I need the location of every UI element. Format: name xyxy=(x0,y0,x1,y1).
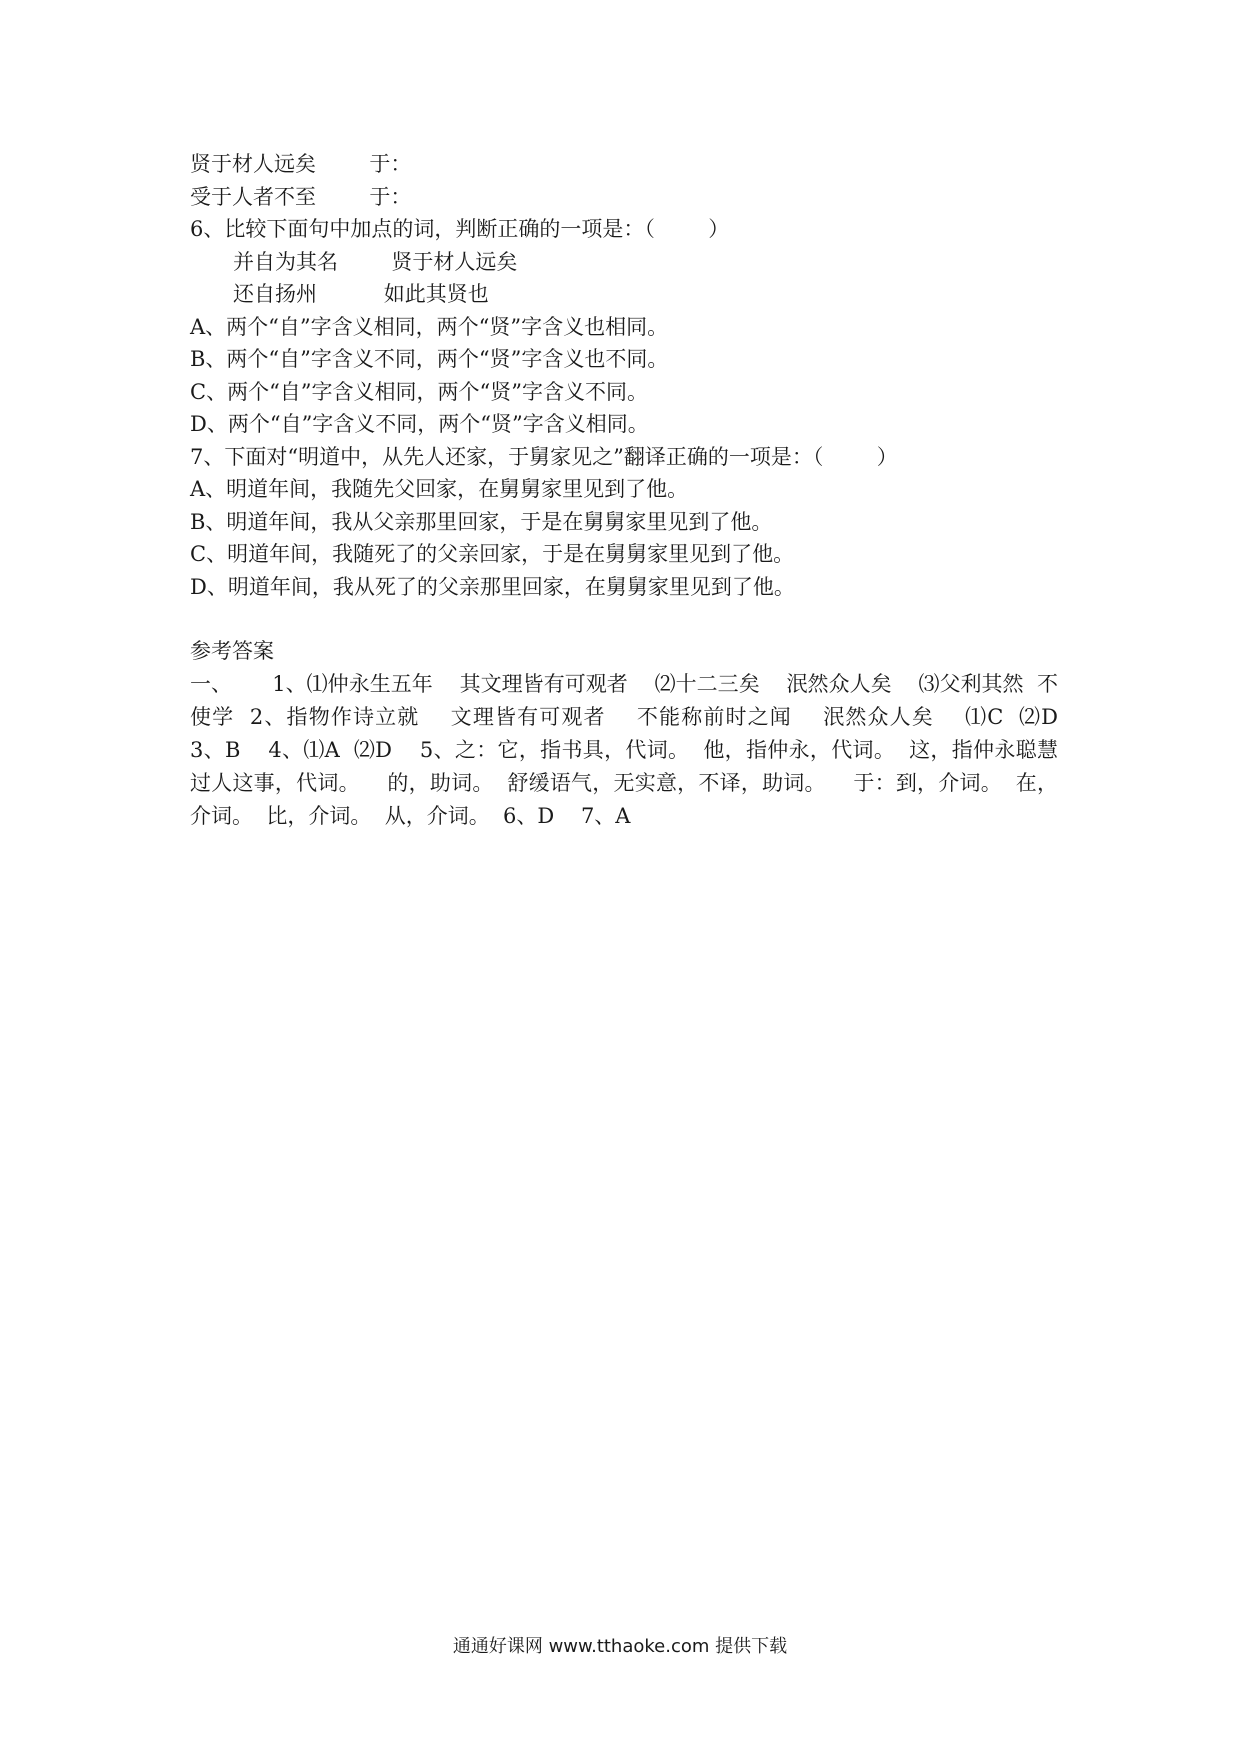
section-gap xyxy=(190,603,1060,635)
q7-option-a: A、明道年间，我随先父回家，在舅舅家里见到了他。 xyxy=(190,477,689,501)
q6-pair-1: 并自为其名 贤于材人远矣 xyxy=(233,249,518,274)
question-line-2: 受于人者不至 于： xyxy=(190,184,412,209)
document-body xyxy=(190,148,1085,833)
question-line-1: 贤于材人远矣 于： xyxy=(190,152,412,176)
q6-option-d: D、两个“自”字含义不同，两个“贤”字含义相同。 xyxy=(190,412,649,436)
question-7-stem: 7、下面对“明道中，从先人还家，于舅家见之”翻译正确的一项是：（ ） xyxy=(190,444,898,469)
q7-option-c: C、明道年间，我随死了的父亲回家，于是在舅舅家里见到了他。 xyxy=(190,542,795,566)
question-6-stem: 6、比较下面句中加点的词，判断正确的一项是：（ ） xyxy=(190,217,730,241)
answer-text: 一、 1、⑴仲永生五年 其文理皆有可观者 ⑵十二三矣 泯然众人矣 ⑶父利其然 不使学 2、指物作诗立就 文理皆有可观者 不能称前时之闻 泯然众人矣 ⑴C ⑵D 3、B 4、⑴A ⑵D 5、之：它，指书具，代词。 他，指仲永，代词。 这，指仲永聪慧过人这事，代词。 的，助词。 舒缓语气，无实意，不译，助词。 于：到，介词。 在，介词。 比，介词。 从，介词。 6、D 7、A xyxy=(190,671,1085,828)
q7-option-d: D、明道年间，我从死了的父亲那里回家，在舅舅家里见到了他。 xyxy=(190,574,795,599)
page-footer: 通通好课网 www.tthaoke.com 提供下载 xyxy=(452,1636,788,1657)
answer-heading: 参考答案 xyxy=(190,639,274,663)
q6-option-a: A、两个“自”字含义相同，两个“贤”字含义也相同。 xyxy=(190,314,669,339)
q6-pair-2: 还自扬州 如此其贤也 xyxy=(233,282,489,306)
q7-option-b: B、明道年间，我从父亲那里回家，于是在舅舅家里见到了他。 xyxy=(190,509,773,534)
q6-option-b: B、两个“自”字含义不同，两个“贤”字含义也不同。 xyxy=(190,347,669,371)
q6-option-c: C、两个“自”字含义相同，两个“贤”字含义不同。 xyxy=(190,379,649,404)
